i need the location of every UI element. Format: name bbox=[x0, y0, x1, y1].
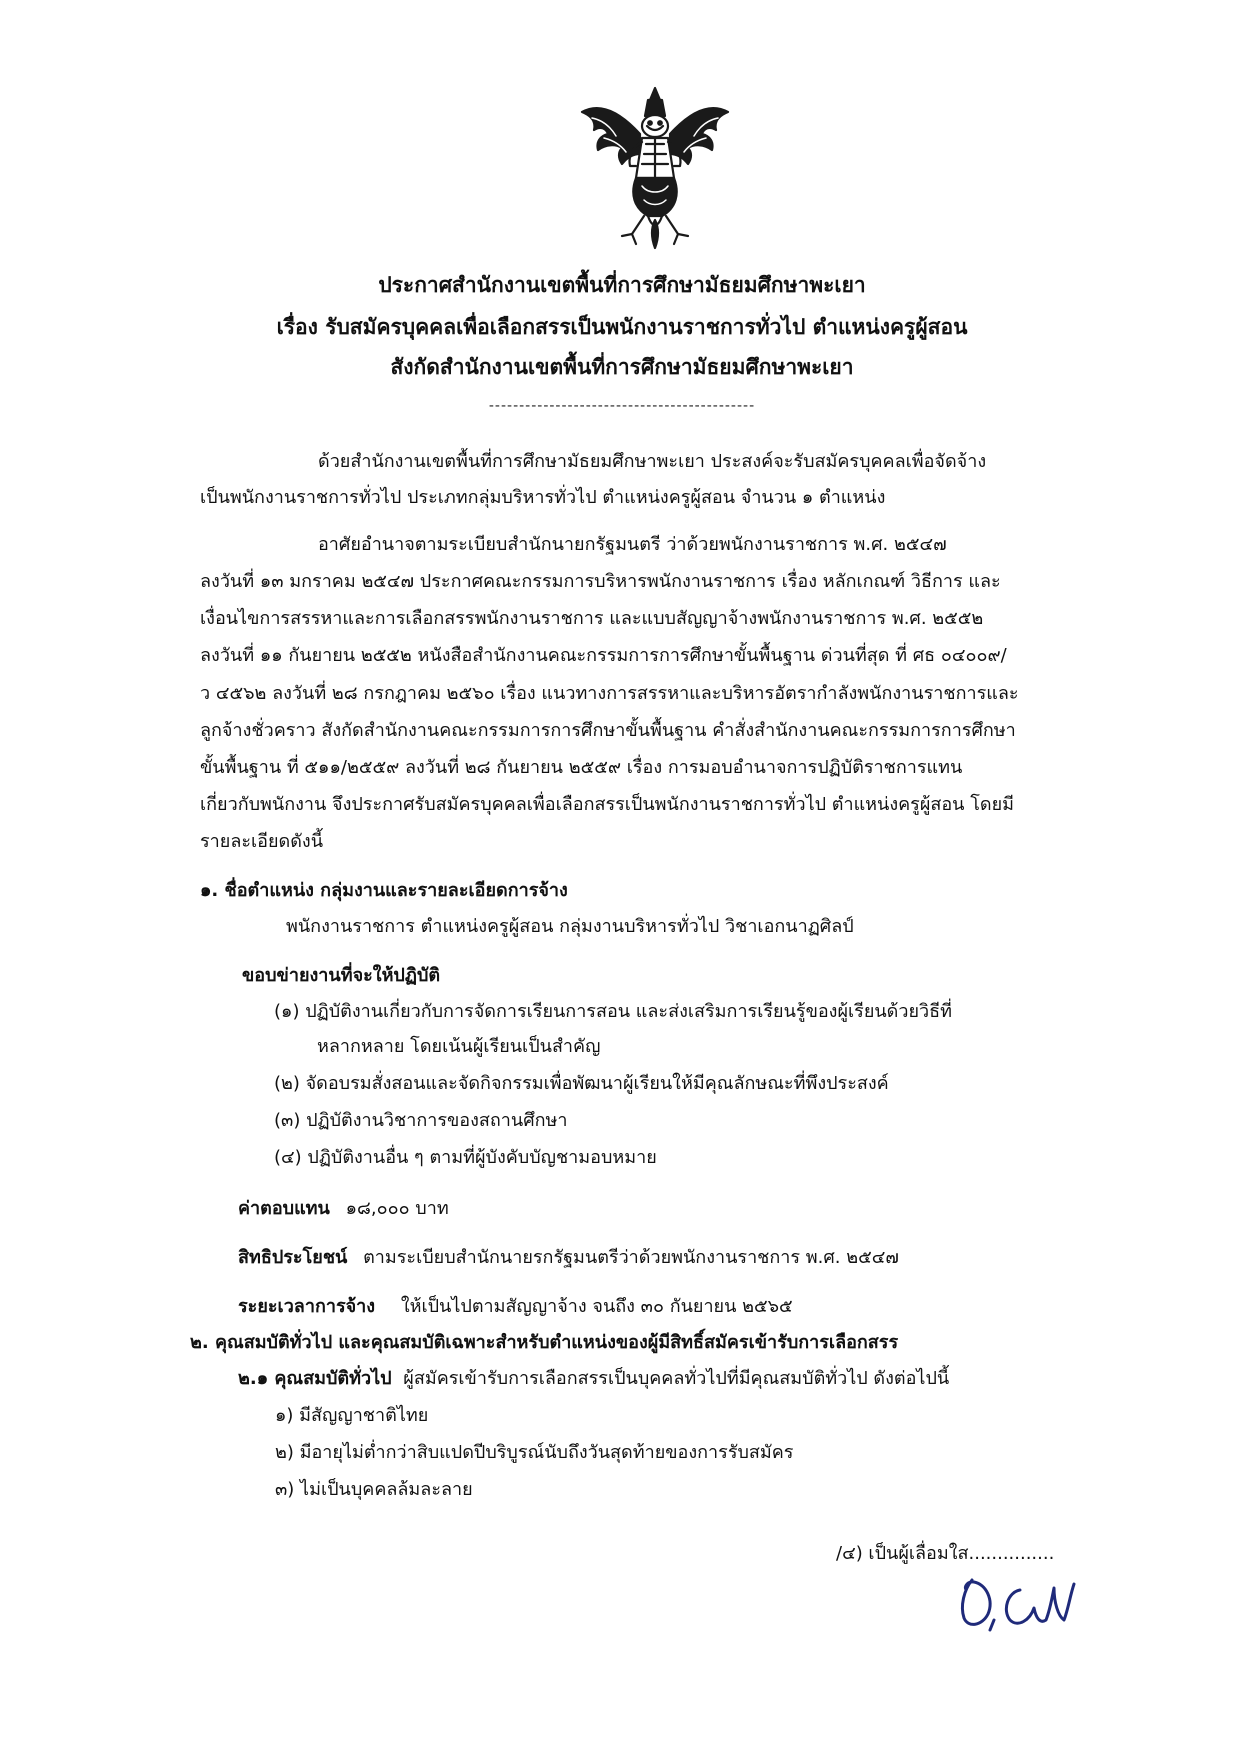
intro-paragraph-2-line-5: ว ๔๕๖๒ ลงวันที่ ๒๘ กรกฎาคม ๒๕๖๐ เรื่อง แนวทางการสรรหาและบริหารอัตรากำลังพนักงานราชการและ bbox=[200, 683, 1019, 704]
qualification-item-1: ๑) มีสัญญาชาติไทย bbox=[275, 1405, 429, 1426]
qualifications-subsection bbox=[238, 1365, 949, 1393]
section-1-title: ๑. ชื่อตำแหน่ง กลุ่มงานและรายละเอียดการจ้าง bbox=[200, 880, 568, 901]
period-row bbox=[238, 1293, 793, 1321]
announcement-title: ประกาศสำนักงานเขตพื้นที่การศึกษามัธยมศึกษาพะเยา bbox=[378, 273, 866, 297]
qualifications-text: ผู้สมัครเข้ารับการเลือกสรรเป็นบุคคลทั่วไปที่มีคุณสมบัติทั่วไป ดังต่อไปนี้ bbox=[403, 1368, 950, 1389]
benefit-label: สิทธิประโยชน์ bbox=[238, 1247, 348, 1268]
page-continuation: /๔) เป็นผู้เลื่อมใส............... bbox=[836, 1543, 1055, 1564]
intro-paragraph-1-line-2: เป็นพนักงานราชการทั่วไป ประเภทกลุ่มบริหารทั่วไป ตำแหน่งครูผู้สอน จำนวน ๑ ตำแหน่ง bbox=[200, 487, 886, 508]
intro-paragraph-2-line-1: อาศัยอำนาจตามระเบียบสำนักนายกรัฐมนตรี ว่าด้วยพนักงานราชการ พ.ศ. ๒๕๔๗ bbox=[318, 534, 947, 555]
intro-paragraph-2-line-3: เงื่อนไขการสรรหาและการเลือกสรรพนักงานราชการ และแบบสัญญาจ้างพนักงานราชการ พ.ศ. ๒๕๕๒ bbox=[200, 608, 984, 629]
qualifications-label: ๒.๑ คุณสมบัติทั่วไป bbox=[238, 1368, 392, 1389]
intro-paragraph-2-line-6: ลูกจ้างชั่วคราว สังกัดสำนักงานคณะกรรมการการศึกษาขั้นพื้นฐาน คำสั่งสำนักงานคณะกรรมการการศึกษา bbox=[200, 720, 1016, 741]
intro-paragraph-2-line-7: ขั้นพื้นฐาน ที่ ๕๑๑/๒๕๕๙ ลงวันที่ ๒๘ กันยายน ๒๕๕๙ เรื่อง การมอบอำนาจการปฏิบัติราชการแทน bbox=[200, 757, 963, 778]
duty-1-line-1: (๑) ปฏิบัติงานเกี่ยวกับการจัดการเรียนการสอน และส่งเสริมการเรียนรู้ของผู้เรียนด้วยวิธีที่ bbox=[274, 1001, 952, 1022]
section-2-title: ๒. คุณสมบัติทั่วไป และคุณสมบัติเฉพาะสำหรับตำแหน่งของผู้มีสิทธิ์สมัครเข้ารับการเลือกสรร bbox=[190, 1332, 899, 1353]
intro-paragraph-1-line-1: ด้วยสำนักงานเขตพื้นที่การศึกษามัธยมศึกษาพะเยา ประสงค์จะรับสมัครบุคคลเพื่อจัดจ้าง bbox=[318, 451, 987, 472]
pay-label: ค่าตอบแทน bbox=[238, 1198, 330, 1219]
duty-2: (๒) จัดอบรมสั่งสอนและจัดกิจกรรมเพื่อพัฒนาผู้เรียนให้มีคุณลักษณะที่พึงประสงค์ bbox=[274, 1073, 889, 1094]
intro-paragraph-2-line-4: ลงวันที่ ๑๑ กันยายน ๒๕๕๒ หนังสือสำนักงานคณะกรรมการการศึกษาขั้นพื้นฐาน ด่วนที่สุด ที่ ศธ ๐๔๐๐๙/ bbox=[200, 645, 1007, 666]
separator-line: -------------------------------------------- bbox=[488, 398, 756, 414]
qualification-item-3: ๓) ไม่เป็นบุคคลล้มละลาย bbox=[275, 1479, 473, 1500]
intro-paragraph-2-line-2: ลงวันที่ ๑๓ มกราคม ๒๕๔๗ ประกาศคณะกรรมการบริหารพนักงานราชการ เรื่อง หลักเกณฑ์ วิธีการ และ bbox=[200, 571, 1001, 592]
announcement-affiliation: สังกัดสำนักงานเขตพื้นที่การศึกษามัธยมศึกษาพะเยา bbox=[390, 355, 854, 379]
qualification-item-2: ๒) มีอายุไม่ต่ำกว่าสิบแปดปีบริบูรณ์นับถึงวันสุดท้ายของการรับสมัคร bbox=[275, 1442, 794, 1463]
garuda-emblem-icon bbox=[570, 82, 740, 252]
benefit-value: ตามระเบียบสำนักนายรกรัฐมนตรีว่าด้วยพนักงานราชการ พ.ศ. ๒๕๔๗ bbox=[363, 1247, 899, 1268]
pay-row bbox=[238, 1195, 449, 1223]
duty-1-line-2: หลากหลาย โดยเน้นผู้เรียนเป็นสำคัญ bbox=[317, 1036, 601, 1057]
position-description: พนักงานราชการ ตำแหน่งครูผู้สอน กลุ่มงานบริหารทั่วไป วิชาเอกนาฏศิลป์ bbox=[286, 916, 854, 937]
announcement-subject: เรื่อง รับสมัครบุคคลเพื่อเลือกสรรเป็นพนักงานราชการทั่วไป ตำแหน่งครูผู้สอน bbox=[276, 315, 968, 339]
period-value: ให้เป็นไปตามสัญญาจ้าง จนถึง ๓๐ กันยายน ๒๕๖๕ bbox=[400, 1296, 793, 1317]
duty-4: (๔) ปฏิบัติงานอื่น ๆ ตามที่ผู้บังคับบัญชามอบหมาย bbox=[274, 1147, 657, 1168]
intro-paragraph-2-line-8: เกี่ยวกับพนักงาน จึงประกาศรับสมัครบุคคลเพื่อเลือกสรรเป็นพนักงานราชการทั่วไป ตำแหน่งครูผู้สอน โดยมี bbox=[200, 794, 1014, 815]
period-label: ระยะเวลาการจ้าง bbox=[238, 1296, 376, 1317]
duty-3: (๓) ปฏิบัติงานวิชาการของสถานศึกษา bbox=[274, 1110, 568, 1131]
pay-value: ๑๘,๐๐๐ บาท bbox=[345, 1198, 449, 1219]
handwritten-signature bbox=[950, 1566, 1080, 1636]
intro-paragraph-2-line-9: รายละเอียดดังนี้ bbox=[200, 831, 324, 852]
benefit-row bbox=[238, 1244, 899, 1272]
duties-title: ขอบข่ายงานที่จะให้ปฏิบัติ bbox=[242, 965, 441, 986]
